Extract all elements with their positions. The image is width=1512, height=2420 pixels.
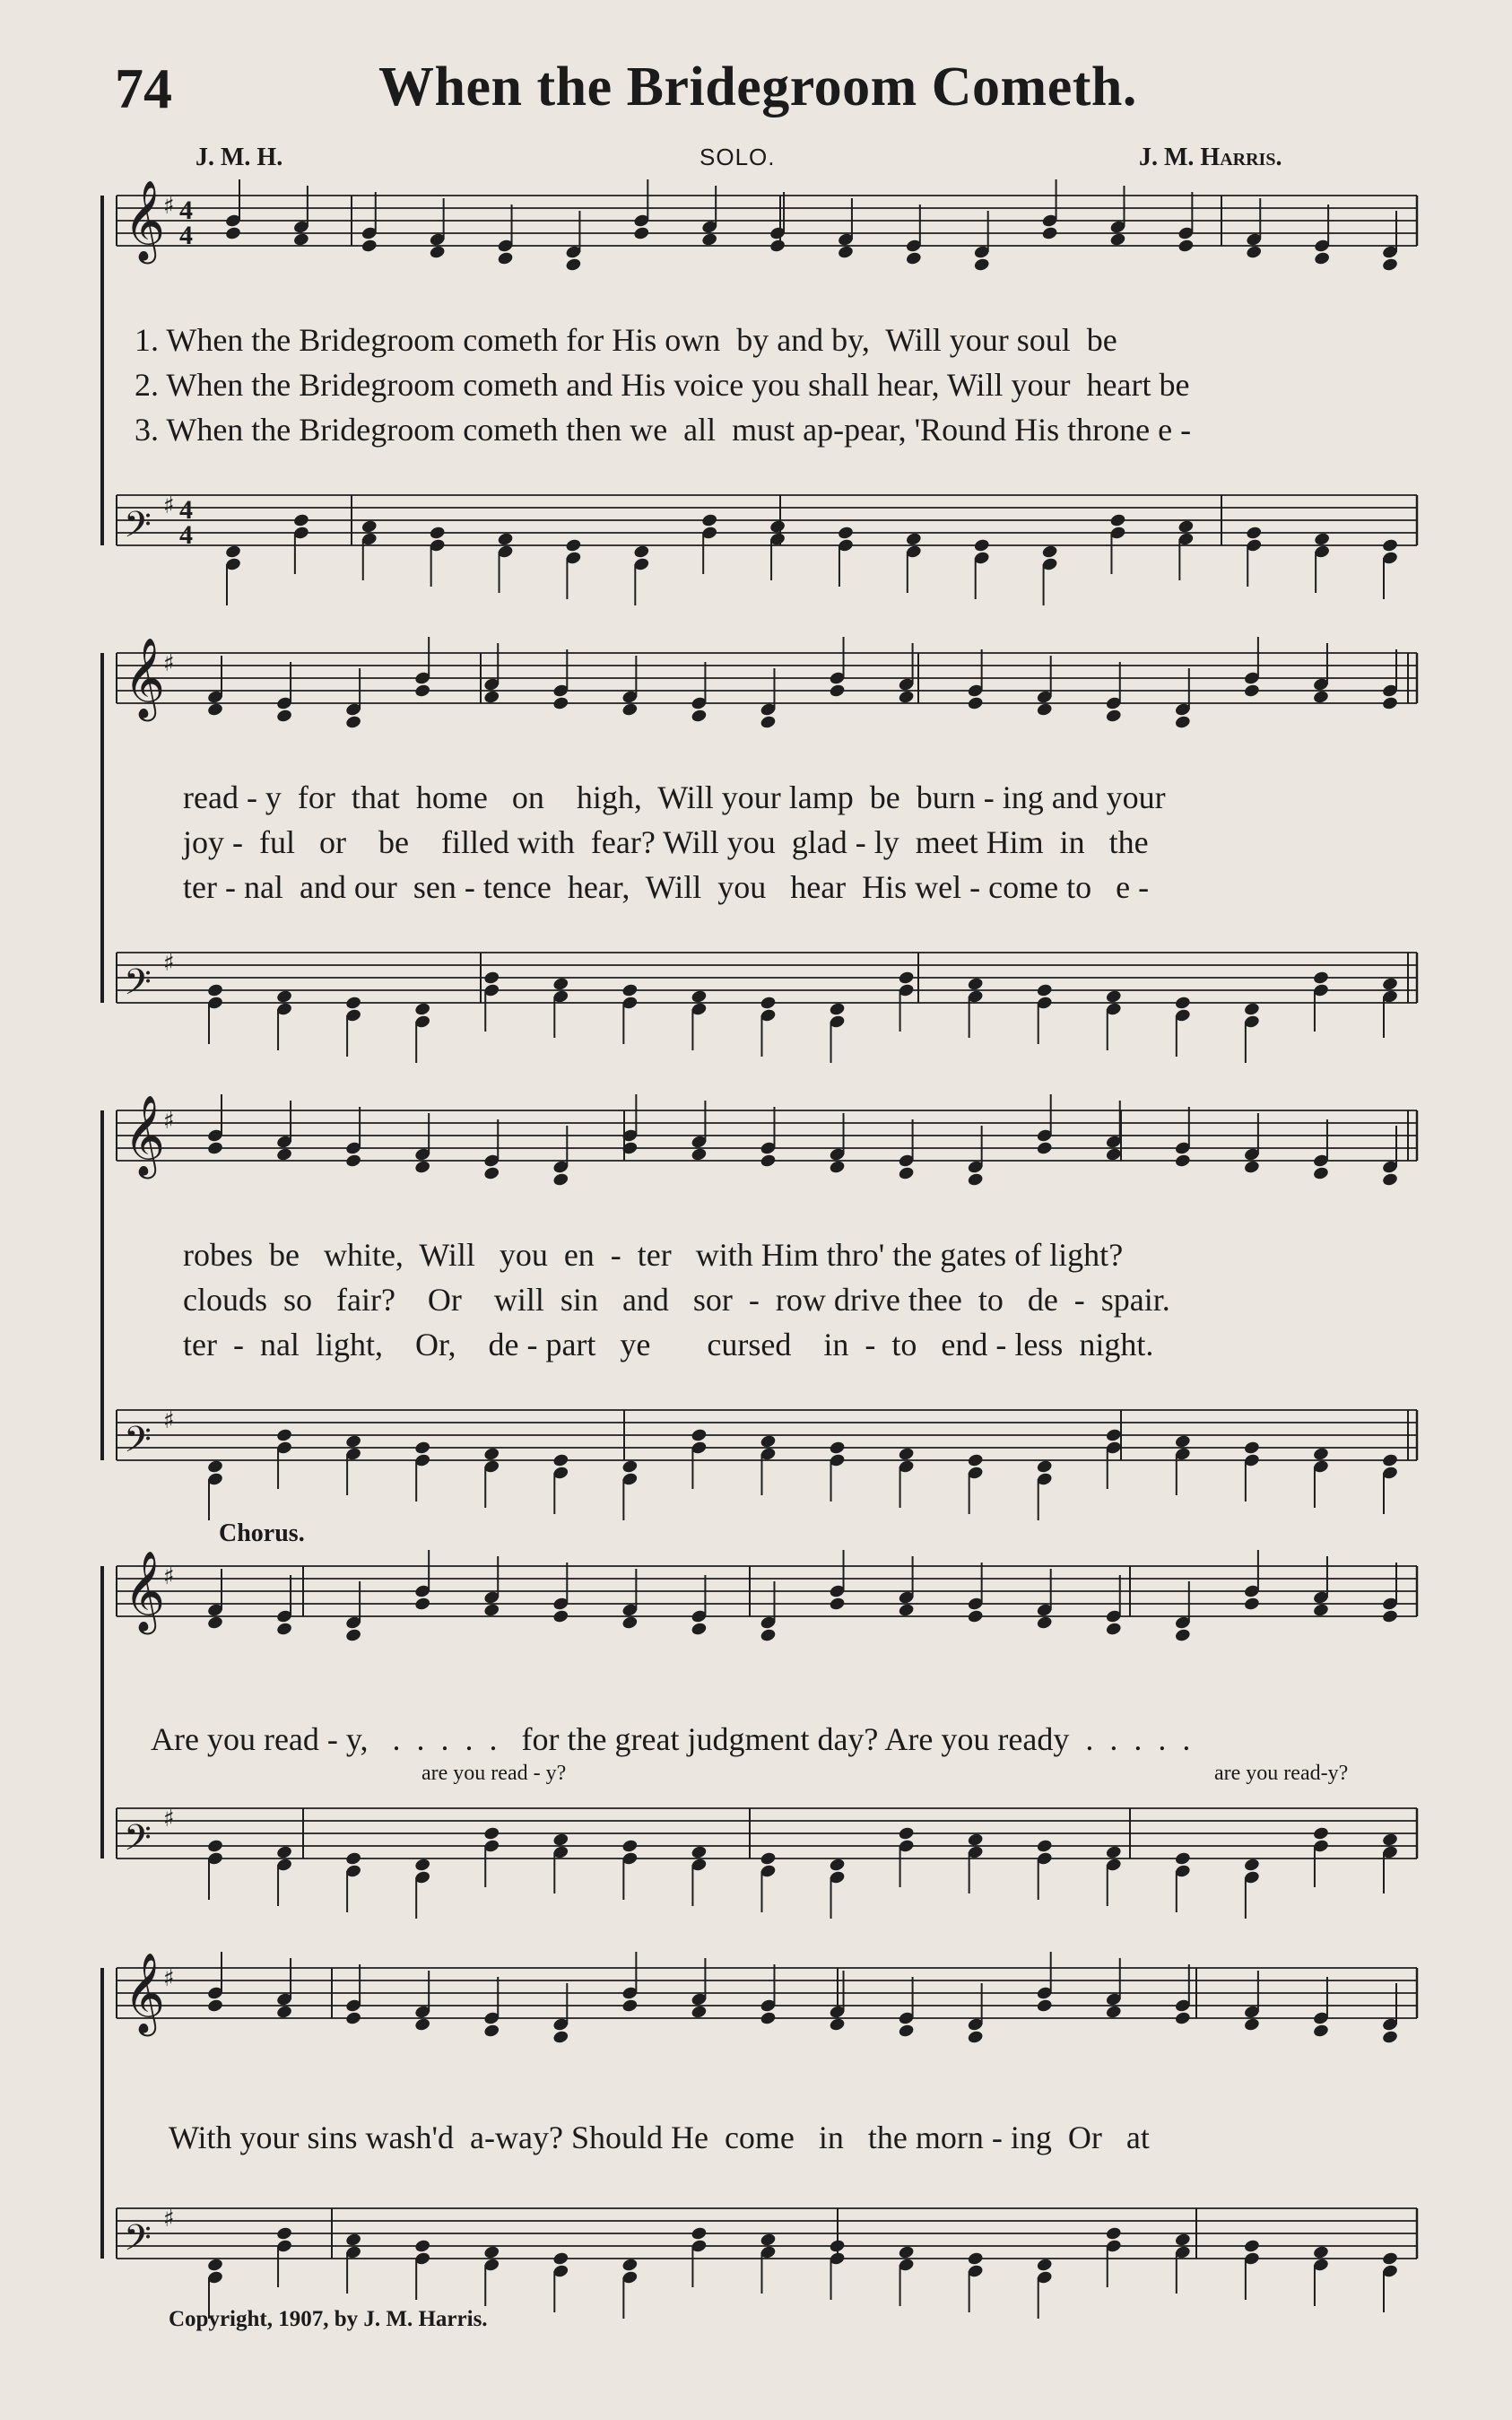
notehead [206, 702, 223, 718]
notehead [345, 1153, 362, 1169]
notehead [345, 1434, 362, 1449]
notehead [552, 1453, 569, 1468]
treble-clef-icon: 𝄞 [124, 1551, 166, 1632]
notehead [414, 2017, 431, 2033]
notehead [621, 1839, 639, 1854]
notehead [1174, 715, 1191, 730]
notehead [691, 2226, 708, 2242]
notehead [206, 1615, 223, 1631]
notehead [1314, 251, 1331, 266]
notehead [483, 2024, 500, 2039]
chorus-line: Are you read - y, . . . . . for the great judgment day? Are you ready . . . . . [151, 1721, 1191, 1757]
hymn-number: 74 [115, 57, 172, 120]
notehead [633, 544, 650, 560]
treble-clef-icon: 𝄞 [124, 1953, 166, 2033]
notehead [829, 2239, 846, 2254]
notehead [967, 1832, 984, 1848]
notehead [621, 1998, 639, 2014]
notehead [206, 1998, 223, 2014]
notehead [483, 1826, 500, 1841]
verse-line: ter - nal and our sen - tence hear, Will you hear His wel - come to e - [183, 869, 1150, 905]
notehead [760, 715, 777, 730]
composer-credit: J. M. Harris. [1139, 144, 1282, 171]
notehead [292, 513, 309, 528]
notehead [1381, 2251, 1398, 2267]
notehead [1312, 1603, 1329, 1618]
notehead [206, 1141, 223, 1156]
notehead [414, 1002, 431, 1017]
notehead [1105, 709, 1122, 724]
notehead [1105, 1845, 1122, 1860]
sharp-icon: ♯ [163, 1806, 175, 1832]
notehead [206, 1459, 223, 1475]
notehead [1105, 2005, 1122, 2020]
notehead [621, 1459, 639, 1475]
chorus-echo: are you read - y? [421, 1762, 567, 1785]
notehead [760, 1434, 777, 1449]
lyricist-credit: J. M. H. [196, 144, 283, 171]
notehead [898, 971, 915, 986]
hymn-title: When the Bridegroom Cometh. [378, 57, 1137, 118]
notehead [1381, 1609, 1398, 1624]
notehead [1036, 1998, 1053, 2014]
notehead [275, 1428, 292, 1443]
notehead [691, 1622, 708, 1637]
notehead [967, 1609, 984, 1624]
notehead [967, 1172, 984, 1188]
notehead [898, 690, 915, 705]
notehead [760, 1153, 777, 1169]
notehead [1174, 2233, 1191, 2248]
notehead [837, 245, 854, 260]
notehead [1381, 1832, 1398, 1848]
notehead [1314, 532, 1331, 547]
notehead [967, 977, 984, 992]
notehead [898, 1447, 915, 1462]
notehead [345, 1628, 362, 1643]
notehead [275, 989, 292, 1005]
sharp-icon: ♯ [163, 1965, 175, 1992]
notehead [1105, 1622, 1122, 1637]
notehead [483, 1603, 500, 1618]
notehead [224, 226, 241, 241]
notehead [769, 519, 786, 535]
notehead [691, 2005, 708, 2020]
notehead [760, 996, 777, 1011]
notehead [552, 2030, 569, 2045]
notehead [1105, 2226, 1122, 2242]
notehead [275, 1147, 292, 1162]
sharp-icon: ♯ [163, 650, 175, 677]
notehead [552, 1832, 569, 1848]
verse-line: 3. When the Bridegroom cometh then we all must ap-pear, 'Round His throne e - [135, 412, 1192, 448]
notehead [483, 2245, 500, 2260]
notehead [691, 1428, 708, 1443]
notehead [1036, 1839, 1053, 1854]
notehead [701, 513, 718, 528]
notehead [206, 983, 223, 998]
notehead [1036, 983, 1053, 998]
notehead [1312, 1447, 1329, 1462]
notehead [361, 239, 378, 254]
notehead [691, 709, 708, 724]
chorus-label: Chorus. [219, 1519, 305, 1547]
notehead [1041, 226, 1058, 241]
notehead [206, 2258, 223, 2273]
notehead [1312, 2024, 1329, 2039]
notehead [1036, 1141, 1053, 1156]
notehead [414, 1858, 431, 1873]
notehead [1381, 2030, 1398, 2045]
notehead [275, 1845, 292, 1860]
notehead [1036, 702, 1053, 718]
notehead [1174, 996, 1191, 1011]
notehead [1109, 513, 1126, 528]
notehead [1177, 519, 1195, 535]
treble-clef-icon: 𝄞 [124, 1095, 166, 1176]
notehead [760, 2233, 777, 2248]
notehead [621, 2258, 639, 2273]
notehead [1243, 2017, 1260, 2033]
notehead [898, 2024, 915, 2039]
notehead [345, 1851, 362, 1867]
sharp-icon: ♯ [163, 492, 175, 519]
notehead [621, 702, 639, 718]
notehead [829, 1002, 846, 1017]
notehead [967, 2030, 984, 2045]
notehead [414, 2239, 431, 2254]
notehead [224, 544, 241, 560]
notehead [701, 232, 718, 248]
verse-line: read - y for that home on high, Will your lamp be burn - ing and your [183, 779, 1166, 815]
notehead [1174, 1628, 1191, 1643]
notehead [1105, 989, 1122, 1005]
sharp-icon: ♯ [163, 1407, 175, 1434]
notehead [1312, 690, 1329, 705]
bass-clef-icon: 𝄢 [124, 962, 152, 1012]
notehead [967, 1453, 984, 1468]
notehead [414, 1597, 431, 1612]
notehead [1036, 2258, 1053, 2273]
notehead [1381, 1453, 1398, 1468]
notehead [1246, 526, 1263, 541]
bass-clef-icon: 𝄢 [124, 1419, 152, 1469]
sharp-icon: ♯ [163, 950, 175, 977]
notehead [905, 251, 922, 266]
notehead [1177, 239, 1195, 254]
notehead [967, 2251, 984, 2267]
notehead [483, 1166, 500, 1181]
notehead [497, 251, 514, 266]
notehead [345, 715, 362, 730]
notehead [1381, 257, 1398, 273]
notehead [621, 983, 639, 998]
verse-line: joy - ful or be filled with fear? Will you glad - ly meet Him in the [183, 824, 1149, 860]
chorus-echo: are you read-y? [1214, 1762, 1349, 1785]
notehead [905, 532, 922, 547]
verse-line: clouds so fair? Or will sin and sor - row drive thee to de - spair. [183, 1282, 1170, 1318]
notehead [414, 1441, 431, 1456]
notehead [1174, 1434, 1191, 1449]
bass-clef-icon: 𝄢 [124, 1817, 152, 1867]
notehead [1036, 1615, 1053, 1631]
notehead [1036, 1459, 1053, 1475]
notehead [1243, 1002, 1260, 1017]
notehead [1312, 1826, 1329, 1841]
notehead [1105, 1428, 1122, 1443]
notehead [898, 1826, 915, 1841]
notehead [1174, 1851, 1191, 1867]
sharp-icon: ♯ [163, 1108, 175, 1135]
notehead [565, 538, 582, 553]
notehead [898, 1603, 915, 1618]
verse-line: 1. When the Bridegroom cometh for His own by and by, Will your soul be [135, 322, 1117, 358]
notehead [275, 709, 292, 724]
notehead [1109, 232, 1126, 248]
notehead [1243, 1160, 1260, 1175]
bass-clef-icon: 𝄢 [124, 504, 152, 554]
notehead [829, 1858, 846, 1873]
notehead [1041, 544, 1058, 560]
notehead [483, 971, 500, 986]
notehead [829, 683, 846, 699]
notehead [345, 2011, 362, 2026]
notehead [973, 538, 990, 553]
notehead [275, 2226, 292, 2242]
notehead [1312, 1166, 1329, 1181]
performance-marking: SOLO. [700, 144, 776, 170]
notehead [829, 1160, 846, 1175]
verse-line: 2. When the Bridegroom cometh and His voice you shall hear, Will your heart be [135, 367, 1190, 403]
notehead [760, 1851, 777, 1867]
copyright-notice: Copyright, 1907, by J. M. Harris. [169, 2307, 488, 2331]
notehead [967, 696, 984, 711]
notehead [1105, 1147, 1122, 1162]
notehead [275, 1622, 292, 1637]
notehead [483, 1447, 500, 1462]
notehead [429, 245, 446, 260]
notehead [206, 1839, 223, 1854]
treble-clef-icon: 𝄞 [124, 638, 166, 718]
notehead [769, 239, 786, 254]
notehead [414, 1160, 431, 1175]
notehead [483, 690, 500, 705]
notehead [361, 519, 378, 535]
notehead [552, 1609, 569, 1624]
time-signature: 4 [179, 520, 193, 550]
chorus-line: With your sins wash'd a-way? Should He come in the morn - ing Or at [169, 2120, 1150, 2155]
notehead [1312, 971, 1329, 986]
notehead [837, 526, 854, 541]
notehead [1381, 696, 1398, 711]
notehead [973, 257, 990, 273]
notehead [292, 232, 309, 248]
notehead [552, 977, 569, 992]
notehead [275, 2005, 292, 2020]
notehead [829, 2017, 846, 2033]
notehead [1243, 1858, 1260, 1873]
notehead [621, 1615, 639, 1631]
notehead [1246, 245, 1263, 260]
notehead [760, 2011, 777, 2026]
notehead [1243, 683, 1260, 699]
sharp-icon: ♯ [163, 2206, 175, 2233]
verse-line: robes be white, Will you en - ter with Him thro' the gates of light? [183, 1237, 1124, 1273]
notehead [829, 1597, 846, 1612]
time-signature: 4 [179, 221, 193, 250]
notehead [345, 996, 362, 1011]
notehead [414, 683, 431, 699]
notehead [552, 1172, 569, 1188]
notehead [1174, 1153, 1191, 1169]
notehead [760, 1628, 777, 1643]
notehead [898, 2245, 915, 2260]
notehead [1381, 1172, 1398, 1188]
notehead [1243, 2239, 1260, 2254]
notehead [565, 257, 582, 273]
notehead [829, 1441, 846, 1456]
verse-line: ter - nal light, Or, de - part ye cursed in - to end - less night. [183, 1327, 1154, 1362]
sharp-icon: ♯ [163, 193, 175, 220]
notehead [497, 532, 514, 547]
notehead [1243, 1597, 1260, 1612]
notehead [552, 696, 569, 711]
notehead [429, 526, 446, 541]
time-signature: 4 [179, 196, 193, 225]
notehead [898, 1166, 915, 1181]
notehead [345, 2233, 362, 2248]
notehead [1312, 2245, 1329, 2260]
sharp-icon: ♯ [163, 1563, 175, 1590]
notehead [691, 989, 708, 1005]
treble-clef-icon: 𝄞 [124, 180, 166, 261]
time-signature: 4 [179, 495, 193, 525]
notehead [633, 226, 650, 241]
notehead [691, 1845, 708, 1860]
bass-clef-icon: 𝄢 [124, 2217, 152, 2268]
notehead [1381, 977, 1398, 992]
notehead [1243, 1441, 1260, 1456]
notehead [691, 1147, 708, 1162]
notehead [552, 2251, 569, 2267]
notehead [1174, 2011, 1191, 2026]
notehead [1381, 538, 1398, 553]
